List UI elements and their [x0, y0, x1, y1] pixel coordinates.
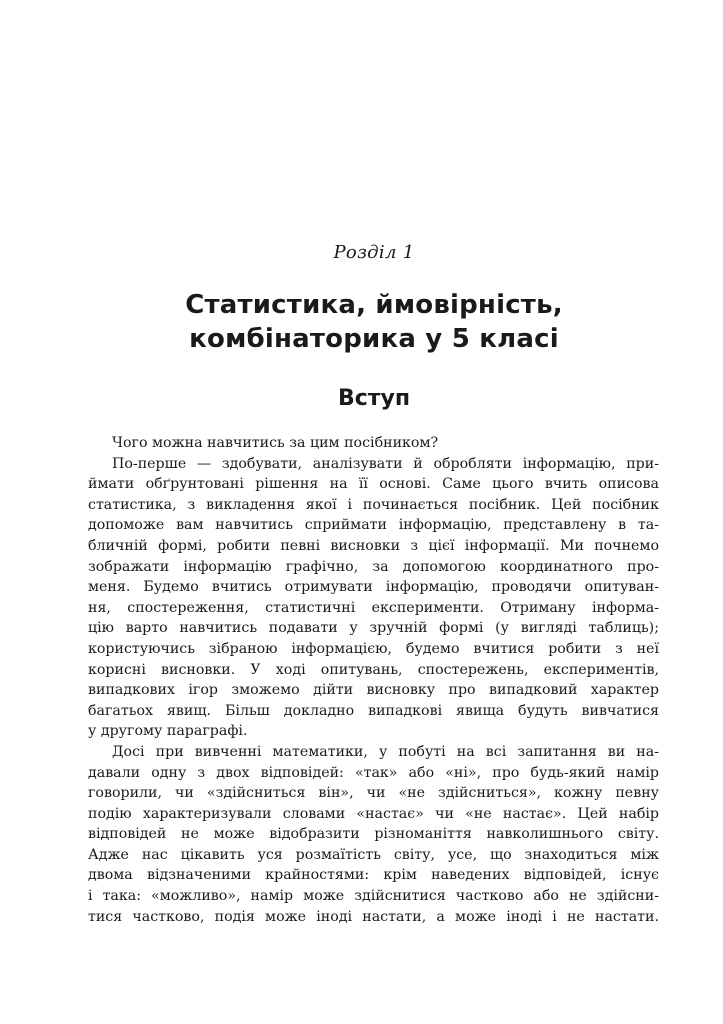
- text-line: зображати інформацію графічно, за допомогою координатного про-: [88, 558, 659, 575]
- page-title: [0, 288, 723, 356]
- text-line: статистика, з викладення якої і починається посібник. Цей посібник: [88, 496, 659, 513]
- page-title-line-1: Статистика, ймовірність,: [185, 290, 563, 320]
- page-title-line-2: комбінаторика у 5 класі: [189, 324, 559, 354]
- text-line: користуючись зібраною інформацією, будемо вчитися робити з неї: [88, 640, 659, 657]
- text-line: ймати обґрунтовані рішення на її основі. Саме цього вчить описова: [88, 476, 659, 493]
- text-line: допоможе вам навчитись сприймати інформацію, представлену в та-: [88, 517, 659, 534]
- text-line: меня. Будемо вчитись отримувати інформацію, проводячи опитуван-: [88, 579, 659, 596]
- text-line: подію характеризували словами «настає» чи «не настає». Цей набір: [88, 805, 659, 822]
- text-line: двома відзначеними крайностями: крім наведених відповідей, існує: [88, 867, 659, 884]
- section-heading: Вступ: [337, 386, 411, 411]
- text-line: і така: «можливо», намір може здійснитися частково або не здійсни-: [88, 888, 659, 905]
- text-line: По-перше — здобувати, аналізувати й обробляти інформацію, при-: [112, 455, 659, 472]
- text-line: давали одну з двох відповідей: «так» або «ні», про будь-який намір: [88, 764, 659, 781]
- text-line: бличній формі, робити певні висновки з цієї інформації. Ми почнемо: [88, 537, 659, 554]
- text-line: цію варто навчитись подавати у зручній формі (у вигляді таблиць);: [88, 620, 659, 637]
- text-line: ня, спостереження, статистичні експерименти. Отриману інформа-: [88, 599, 659, 616]
- text-line: випадкових ігор зможемо дійти висновку про випадковий характер: [88, 682, 659, 699]
- text-line: у другому параграфі.: [88, 723, 248, 740]
- text-line: багатьох явищ. Більш докладно випадкові явища будуть вивчатися: [88, 702, 659, 719]
- text-line: говорили, чи «здійсниться він», чи «не здійсниться», кожну певну: [88, 785, 659, 802]
- text-line: корисні висновки. У ході опитувань, спостережень, експериментів,: [88, 661, 659, 678]
- chapter-label: Розділ 1: [333, 242, 415, 263]
- text-line: тися частково, подія може іноді настати, а може іноді і не настати.: [88, 908, 659, 925]
- text-line: відповідей не може відобразити різноманіття навколишнього світу.: [88, 826, 659, 843]
- text-line: Чого можна навчитись за цим посібником?: [112, 435, 439, 451]
- text-line: Адже нас цікавить уся розмаїтість світу, усе, що знаходиться між: [88, 846, 659, 863]
- text-line: Досі при вивченні математики, у побуті на всі запитання ви на-: [112, 743, 659, 760]
- body-text: [88, 433, 659, 927]
